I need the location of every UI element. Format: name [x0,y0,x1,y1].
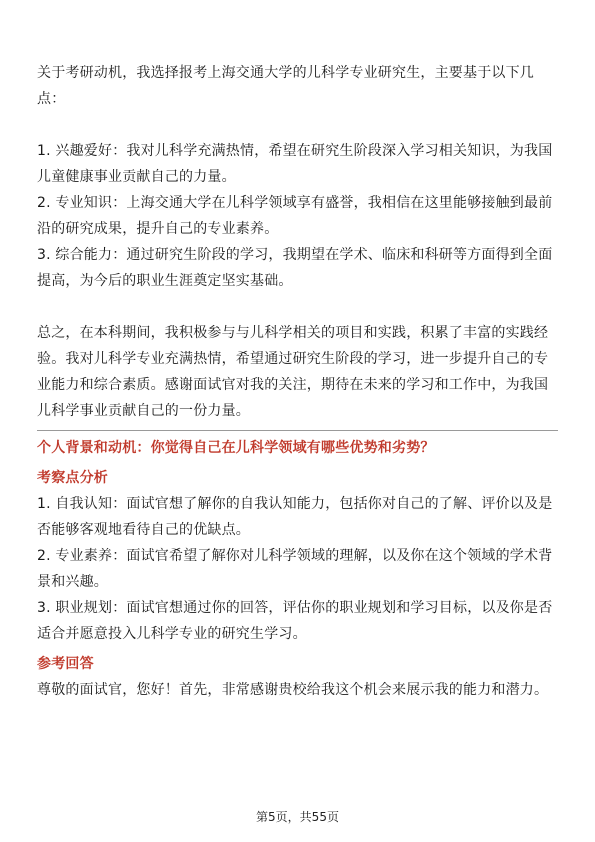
intro-point-3: 3. 综合能力：通过研究生阶段的学习，我期望在学术、临床和科研等方面得到全面提高，为今后的职业生涯奠定坚实基础。 [37,247,553,289]
question-title: 个人背景和动机：你觉得自己在儿科学领域有哪些优势和劣势？ [37,440,435,456]
analysis-heading: 考察点分析 [37,470,108,486]
intro-lead: 关于考研动机，我选择报考上海交通大学的儿科学专业研究生，主要基于以下几点： [37,65,534,107]
section-divider [37,430,558,431]
analysis-point-1: 1. 自我认知：面试官想了解你的自我认知能力，包括你对自己的了解、评价以及是否能够客观地看待自己的优缺点。 [37,496,553,538]
spacer [37,294,558,320]
spacer [37,112,558,138]
intro-point-1: 1. 兴趣爱好：我对儿科学充满热情，希望在研究生阶段深入学习相关知识，为我国儿童健康事业贡献自己的力量。 [37,143,553,185]
page-number: 第5页，共55页 [256,810,339,824]
intro-point-2: 2. 专业知识：上海交通大学在儿科学领域享有盛誉，我相信在这里能够接触到最前沿的研究成果，提升自己的专业素养。 [37,195,553,237]
answer-text: 尊敬的面试官，您好！首先，非常感谢贵校给我这个机会来展示我的能力和潜力。 [37,682,549,698]
page-content [37,60,558,703]
answer-heading: 参考回答 [37,656,94,672]
intro-summary: 总之，在本科期间，我积极参与与儿科学相关的项目和实践，积累了丰富的实践经验。我对儿科学专业充满热情，希望通过研究生阶段的学习，进一步提升自己的专业能力和综合素质。感谢面试官对我的关注，期待在未来的学习和工作中，为我国儿科学事业贡献自己的一份力量。 [37,325,549,419]
analysis-point-2: 2. 专业素养：面试官希望了解你对儿科学领域的理解，以及你在这个领域的学术背景和兴趣。 [37,548,553,590]
analysis-point-3: 3. 职业规划：面试官想通过你的回答，评估你的职业规划和学习目标，以及你是否适合并愿意投入儿科学专业的研究生学习。 [37,600,553,642]
